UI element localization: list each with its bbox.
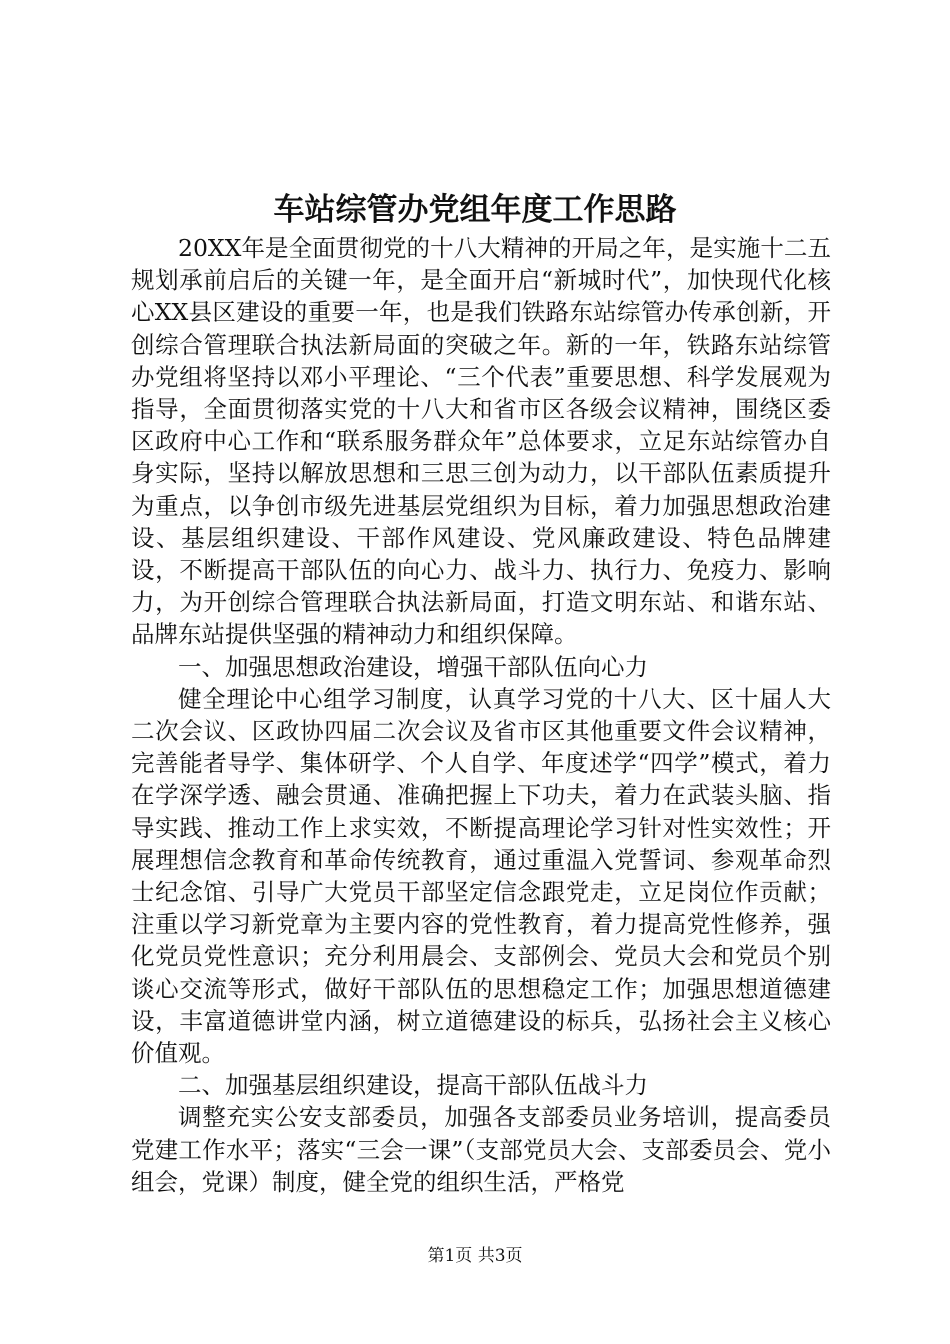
- section-2-paragraph: 调整充实公安支部委员，加强各支部委员业务培训，提高委员党建工作水平；落实“三会一课”（支部党员大会、支部委员会、党小组会，党课）制度，健全党的组织生活，严格党: [131, 1103, 831, 1196]
- document-body: [131, 232, 831, 1198]
- intro-paragraph: 20XX年是全面贯彻党的十八大精神的开局之年，是实施十二五规划承前启后的关键一年，是全面开启“新城时代”，加快现代化核心XX县区建设的重要一年，也是我们铁路东站综管办传承创新，开创综合管理联合执法新局面的突破之年。新的一年，铁路东站综管办党组将坚持以邓小平理论、“三个代表”重要思想、科学发展观为指导，全面贯彻落实党的十八大和省市区各级会议精神，围绕区委区政府中心工作和“联系服务群众年”总体要求，立足东站综管办自身实际，坚持以解放思想和三思三创为动力，以干部队伍素质提升为重点，以争创市级先进基层党组织为目标，着力加强思想政治建设、基层组织建设、干部作风建设、党风廉政建设、特色品牌建设，不断提高干部队伍的向心力、战斗力、执行力、免疫力、影响力，为开创综合管理联合执法新局面，打造文明东站、和谐东站、品牌东站提供坚强的精神动力和组织保障。: [131, 234, 831, 649]
- section-heading-2: 二、加强基层组织建设，提高干部队伍战斗力: [178, 1071, 648, 1100]
- page-footer: 第1页 共3页: [427, 1246, 523, 1266]
- document-title: 车站综管办党组年度工作思路: [273, 192, 677, 228]
- section-1-paragraph: 健全理论中心组学习制度，认真学习党的十八大、区十届人大二次会议、区政协四届二次会议及省市区其他重要文件会议精神，完善能者导学、集体研学、个人自学、年度述学“四学”模式，着力在学深学透、融会贯通、准确把握上下功夫，着力在武装头脑、指导实践、推动工作上求实效，不断提高理论学习针对性实效性；开展理想信念教育和革命传统教育，通过重温入党誓词、参观革命烈士纪念馆、引导广大党员干部坚定信念跟党走，立足岗位作贡献；注重以学习新党章为主要内容的党性教育，着力提高党性修养，强化党员党性意识；充分利用晨会、支部例会、党员大会和党员个别谈心交流等形式，做好干部队伍的思想稳定工作；加强思想道德建设，丰富道德讲堂内涵，树立道德建设的标兵，弘扬社会主义核心价值观。: [131, 684, 831, 1068]
- section-heading-1: 一、加强思想政治建设，增强干部队伍向心力: [178, 652, 648, 681]
